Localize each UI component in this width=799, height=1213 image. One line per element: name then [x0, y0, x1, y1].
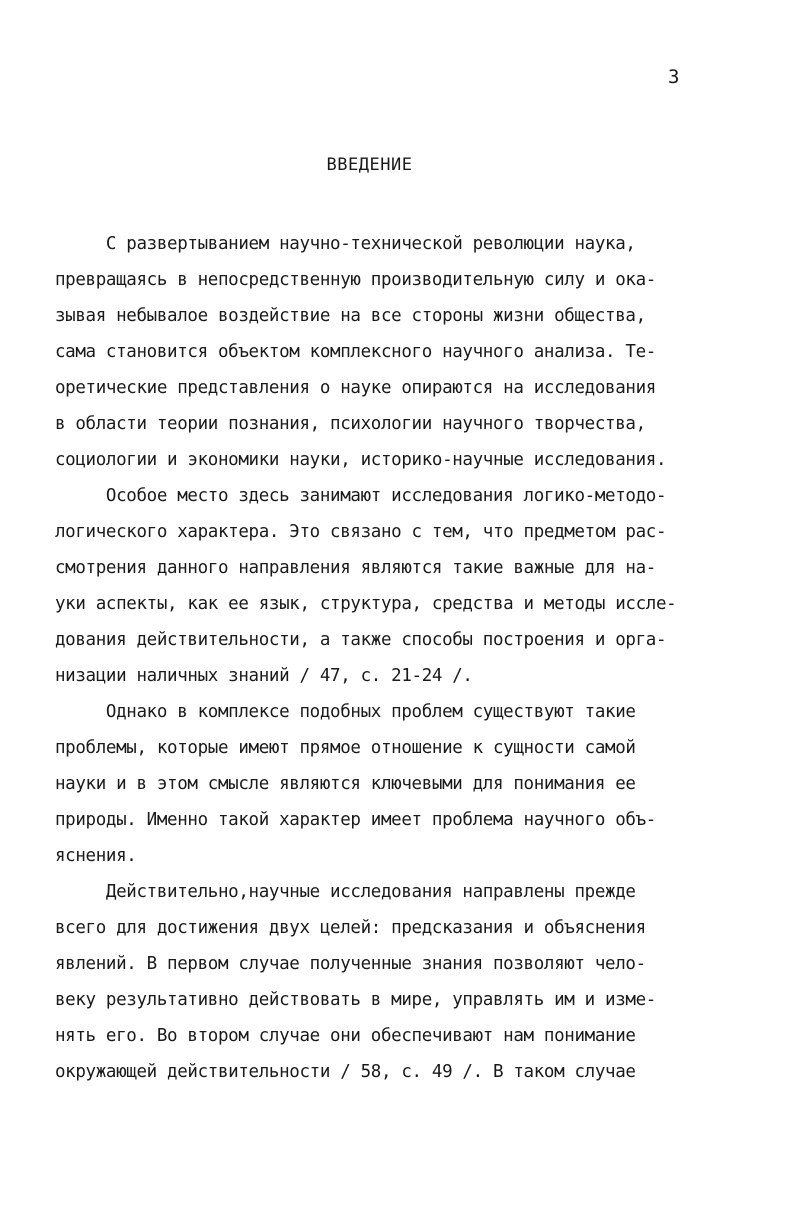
- text-line: С развертыванием научно-технической революции наука,: [55, 234, 636, 254]
- section-heading: ВВЕДЕНИЕ: [326, 155, 413, 175]
- text-line: науки и в этом смысле являются ключевыми для понимания ее: [55, 774, 636, 794]
- text-line: природы. Именно такой характер имеет проблема научного объ-: [55, 810, 656, 830]
- body-text: [55, 226, 755, 1090]
- text-line: социологии и экономики науки, историко-научные исследования.: [55, 450, 667, 470]
- page-number: 3: [668, 66, 680, 88]
- text-line: смотрения данного направления являются такие важные для на-: [55, 558, 656, 578]
- text-line: веку результативно действовать в мире, управлять им и изме-: [55, 990, 656, 1010]
- text-line: всего для достижения двух целей: предсказания и объяснения: [55, 918, 646, 938]
- paragraph-4: [55, 874, 755, 1090]
- text-line: Действительно,научные исследования направлены прежде: [55, 882, 636, 902]
- text-line: проблемы, которые имеют прямое отношение к сущности самой: [55, 738, 636, 758]
- text-line: Особое место здесь занимают исследования логико-методо-: [55, 486, 667, 506]
- text-line: нять его. Во втором случае они обеспечивают нам понимание: [55, 1026, 636, 1046]
- text-line: низации наличных знаний / 47, с. 21-24 /.: [55, 666, 473, 686]
- text-line: явлений. В первом случае полученные знания позволяют чело-: [55, 954, 646, 974]
- text-line: оретические представления о науке опираются на исследования: [55, 378, 656, 398]
- paragraph-2: [55, 478, 755, 694]
- text-line: Однако в комплексе подобных проблем существуют такие: [55, 702, 636, 722]
- text-line: окружающей действительности / 58, с. 49 /. В таком случае: [55, 1062, 636, 1082]
- paragraph-3: [55, 694, 755, 874]
- text-line: в области теории познания, психологии научного творчества,: [55, 414, 646, 434]
- text-line: логического характера. Это связано с тем, что предметом рас-: [55, 522, 667, 542]
- text-line: сама становится объектом комплексного научного анализа. Те-: [55, 342, 656, 362]
- text-line: яснения.: [55, 846, 137, 866]
- text-line: зывая небывалое воздействие на все стороны жизни общества,: [55, 306, 646, 326]
- text-line: превращаясь в непосредственную производительную силу и ока-: [55, 270, 656, 290]
- paragraph-1: [55, 226, 755, 478]
- text-line: дования действительности, а также способы построения и орга-: [55, 630, 667, 650]
- text-line: уки аспекты, как ее язык, структура, средства и методы иссле-: [55, 594, 677, 614]
